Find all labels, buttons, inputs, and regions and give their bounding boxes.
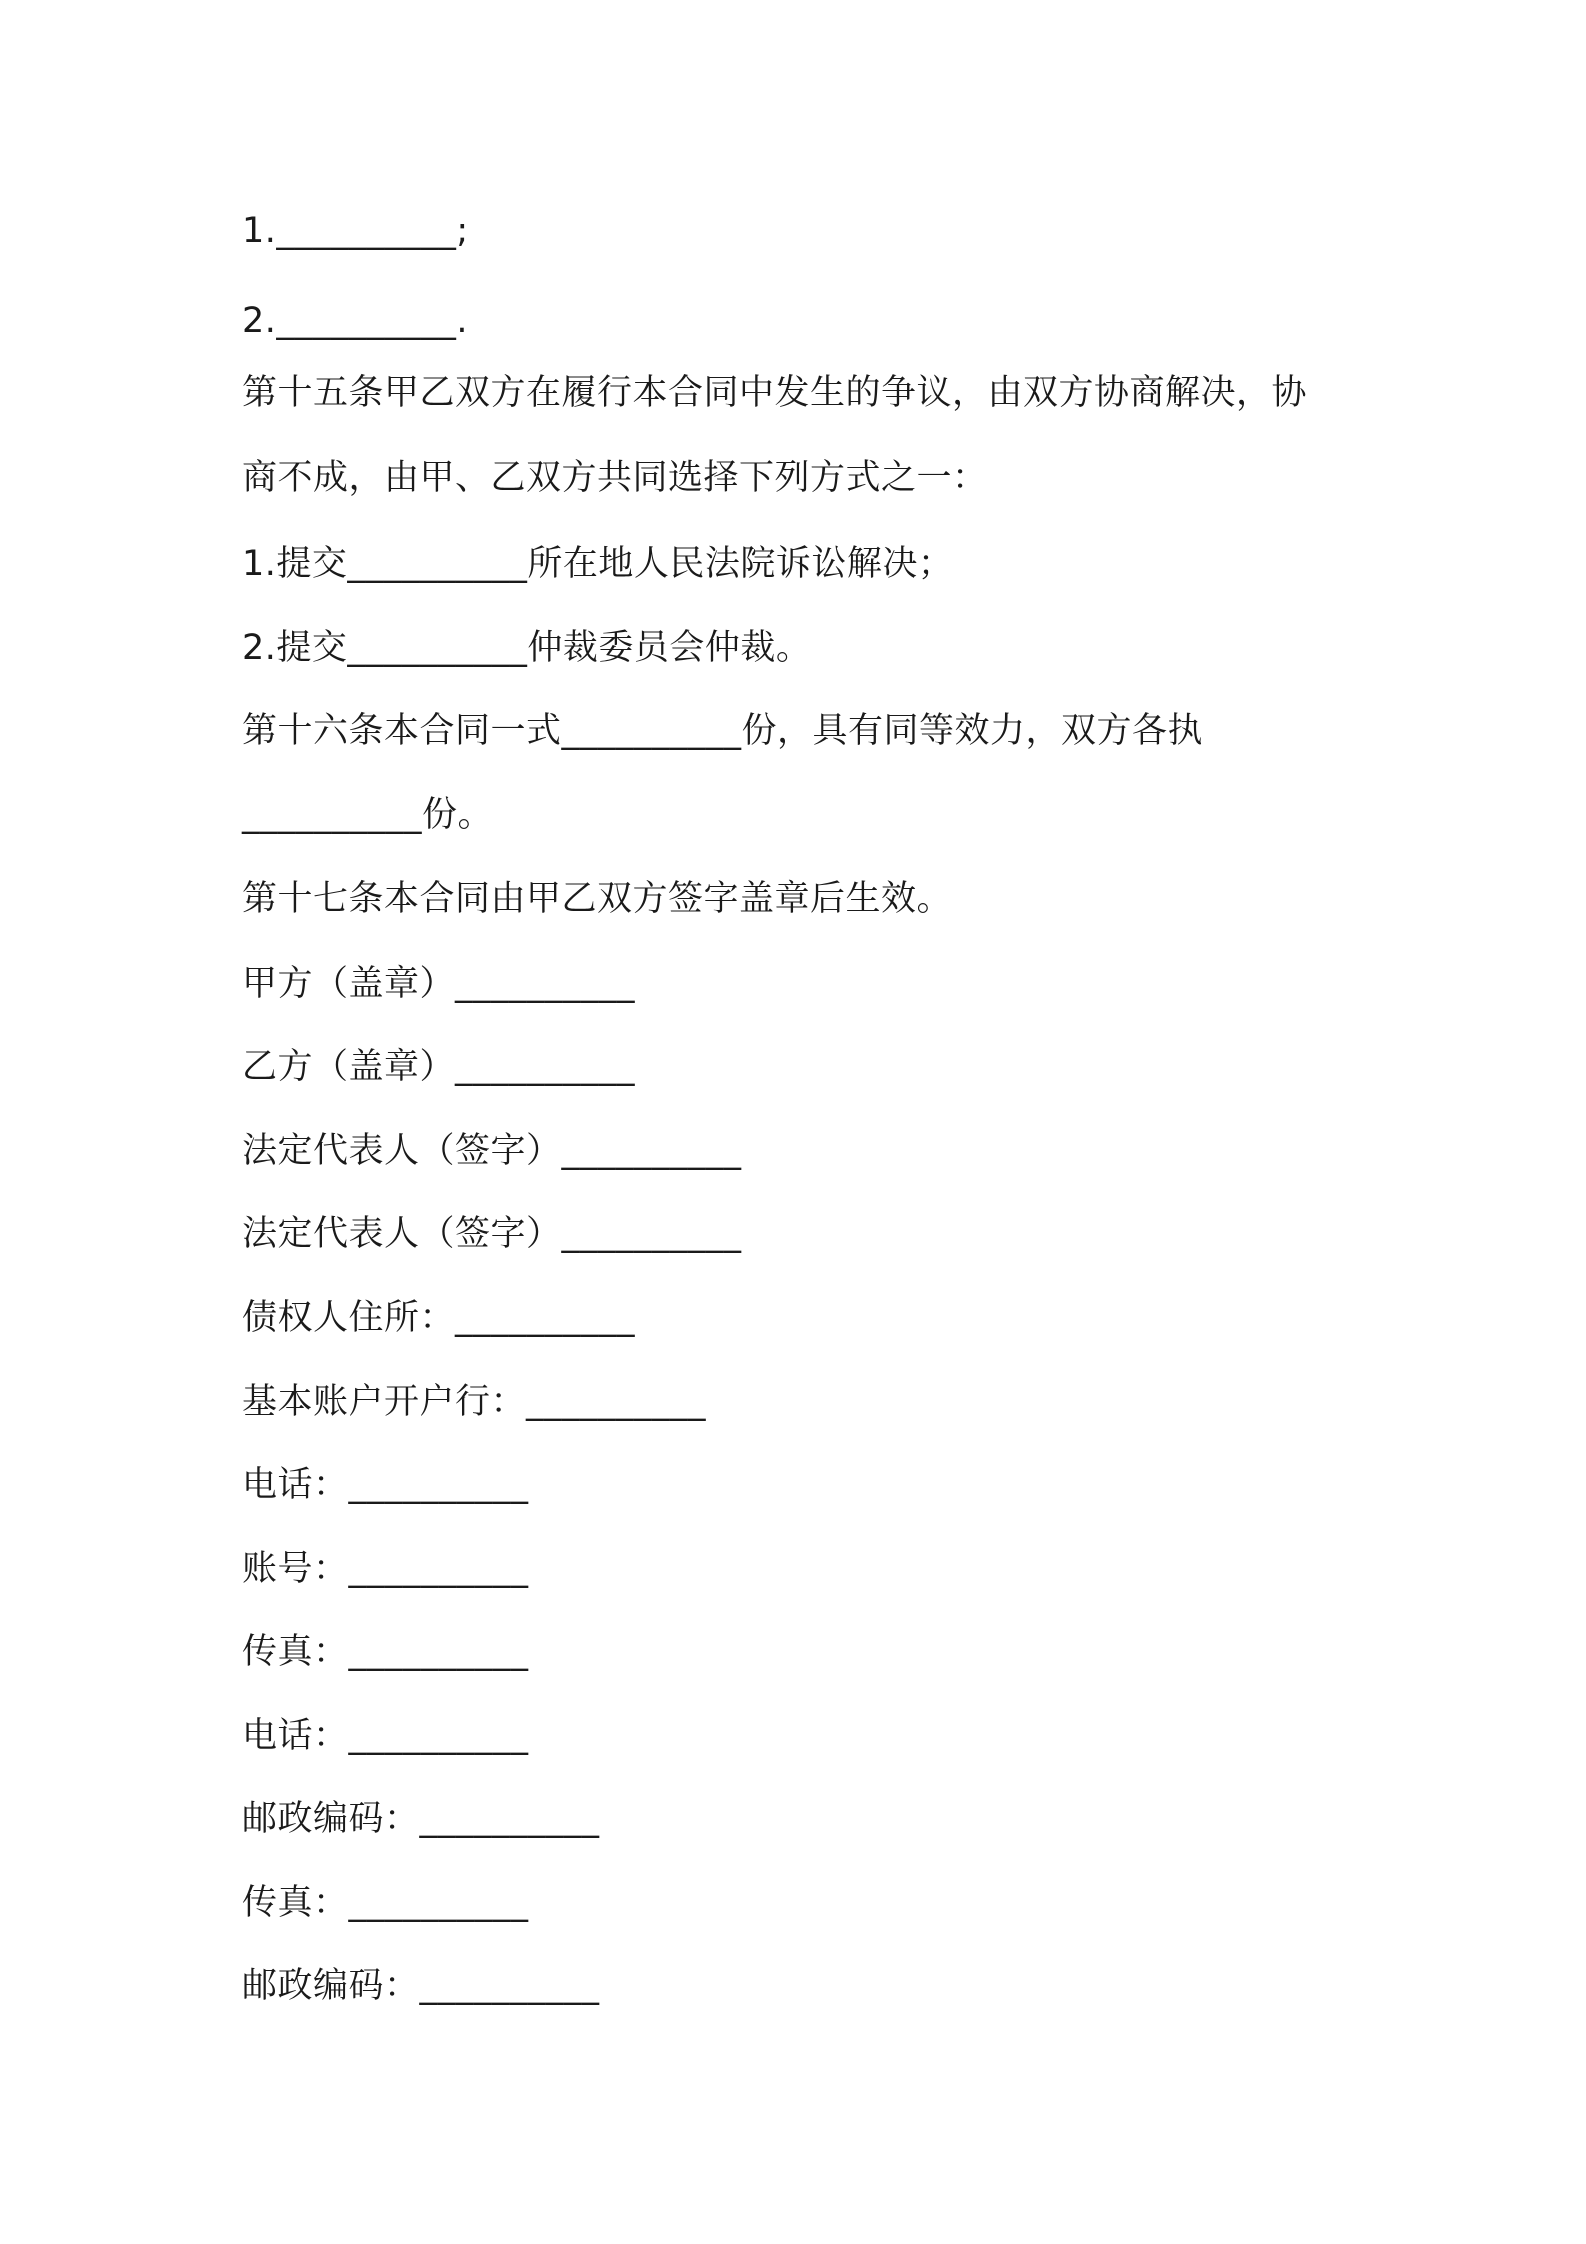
item-2-blank: 2.__________. (242, 301, 469, 341)
creditor-address: 债权人住所：__________ (242, 1298, 636, 1338)
option-2-arbitration: 2.提交__________仲裁委员会仲裁。 (242, 628, 812, 668)
item-1-blank: 1.__________; (242, 211, 469, 251)
postal-code-2: 邮政编码：__________ (242, 1966, 600, 2006)
legal-rep-signature-a: 法定代表人（签字）__________ (242, 1131, 742, 1171)
account-number: 账号：__________ (242, 1549, 529, 1589)
article-16-line-2: __________份。 (242, 795, 494, 835)
party-a-seal: 甲方（盖章）__________ (242, 964, 636, 1004)
party-b-seal: 乙方（盖章）__________ (242, 1047, 636, 1087)
article-15-line-1: 第十五条甲乙双方在履行本合同中发生的争议，由双方协商解决，协 (242, 373, 1308, 413)
basic-account-bank: 基本账户开户行：__________ (242, 1382, 707, 1422)
legal-rep-signature-b: 法定代表人（签字）__________ (242, 1214, 742, 1254)
article-16-line-1: 第十六条本合同一式__________份，具有同等效力，双方各执 (242, 711, 1204, 751)
option-1-litigation: 1.提交__________所在地人民法院诉讼解决； (242, 544, 954, 584)
article-17: 第十七条本合同由甲乙双方签字盖章后生效。 (242, 879, 953, 919)
postal-code-1: 邮政编码：__________ (242, 1799, 600, 1839)
phone-2: 电话：__________ (242, 1716, 529, 1756)
fax-2: 传真：__________ (242, 1883, 529, 1923)
fax-1: 传真：__________ (242, 1632, 529, 1672)
phone-1: 电话：__________ (242, 1465, 529, 1505)
article-15-line-2: 商不成，由甲、乙双方共同选择下列方式之一： (242, 458, 988, 498)
